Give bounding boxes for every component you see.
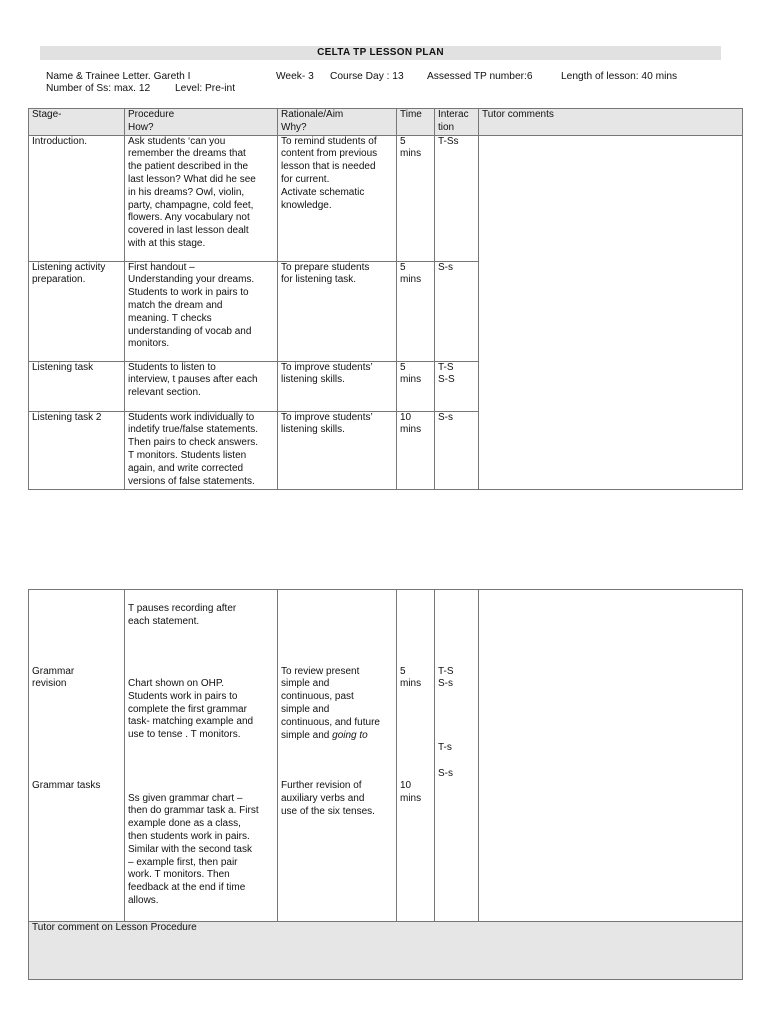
interaction-cell (435, 590, 479, 922)
interaction-text: S-s (438, 767, 453, 779)
stage-cell (29, 590, 125, 922)
procedure-text: Chart shown on OHP. Students work in pairs to complete the first grammar task- matching example and use to tense . T monitors. (128, 677, 254, 741)
title-bar (40, 46, 721, 60)
lesson-plan-table-1 (28, 108, 743, 490)
header-procedure: Procedure How? (125, 109, 278, 136)
rationale-cell: To remind students of content from previous lesson that is needed for current. Activate schematic knowledge. (278, 135, 397, 261)
time-cell: 10 mins (397, 411, 435, 489)
course-day: Course Day : 13 (330, 71, 404, 82)
time-text: 10 mins (400, 779, 422, 804)
interaction-cell: T-Ss (435, 135, 479, 261)
stage-cell: Introduction. (29, 135, 125, 261)
tutor-comment-footer[interactable]: Tutor comment on Lesson Procedure (29, 921, 743, 979)
footer-row (29, 921, 743, 979)
time-text: 5 mins (400, 665, 422, 690)
week: Week- 3 (276, 71, 314, 82)
lesson-length: Length of lesson: 40 mins (561, 71, 678, 82)
procedure-text: Ss given grammar chart – then do grammar task a. First example done as a class, then students work in pairs. Similar with the second task – example first, then pair work. T monitors. Then feedback at the end if time allows. (128, 792, 259, 906)
rationale-italic: going to (332, 729, 368, 741)
interaction-cell: S-s (435, 261, 479, 361)
rationale-cell: To prepare students for listening task. (278, 261, 397, 361)
assessed-tp: Assessed TP number:6 (427, 71, 533, 82)
interaction-text: T-S S-s T-s (438, 665, 454, 754)
interaction-cell: S-s (435, 411, 479, 489)
rationale-text: Further revision of auxiliary verbs and use of the six tenses. (281, 779, 375, 817)
header-rationale: Rationale/Aim Why? (278, 109, 397, 136)
rationale-cell (278, 590, 397, 922)
time-cell: 5 mins (397, 135, 435, 261)
procedure-cell: Students work individually to indetify true/false statements. Then pairs to check answers. T monitors. Students listen again, and write corrected versions of false statements. (125, 411, 278, 489)
procedure-cell: Ask students ‘can you remember the dreams that the patient described in the last lesson? What did he see in his dreams? Owl, violin, party, champagne, cold feet, flowers. Any vocabulary not covered in last lesson dealt with at this stage. (125, 135, 278, 261)
stage-text: Grammar revision (32, 665, 75, 690)
time-cell: 5 mins (397, 261, 435, 361)
time-cell: 5 mins (397, 361, 435, 411)
procedure-cell: Students to listen to interview, t pauses after each relevant section. (125, 361, 278, 411)
tutor-comments-cell[interactable] (479, 590, 743, 922)
procedure-cell (125, 590, 278, 922)
number-of-students: Number of Ss: max. 12 (46, 83, 151, 94)
header-tutor-comments: Tutor comments (479, 109, 743, 136)
stage-cell: Listening activity preparation. (29, 261, 125, 361)
stage-text: Grammar tasks (32, 779, 101, 791)
time-cell (397, 590, 435, 922)
procedure-cell: First handout – Understanding your dreams. Students to work in pairs to match the dream and meaning. T checks understanding of vocab and monitors. (125, 261, 278, 361)
rationale-cell: To improve students’ listening skills. (278, 411, 397, 489)
lesson-plan-table-2 (28, 589, 743, 980)
rationale-text: To review present simple and continuous, past simple and continuous, and future simple and going to (281, 665, 380, 741)
table-row (29, 135, 743, 261)
page-title: CELTA TP LESSON PLAN (317, 47, 444, 58)
trainee-name: Name & Trainee Letter. Gareth I (46, 71, 191, 82)
table-row (29, 590, 743, 922)
header-interaction: Interac tion (435, 109, 479, 136)
tutor-comments-cell[interactable] (479, 135, 743, 489)
header-stage: Stage- (29, 109, 125, 136)
stage-cell: Listening task (29, 361, 125, 411)
header-row (29, 109, 743, 136)
continuation-text: T pauses recording after each statement. (128, 602, 237, 627)
stage-cell: Listening task 2 (29, 411, 125, 489)
interaction-cell: T-S S-S (435, 361, 479, 411)
header-time: Time (397, 109, 435, 136)
rationale-cell: To improve students’ listening skills. (278, 361, 397, 411)
level: Level: Pre-int (175, 83, 236, 94)
